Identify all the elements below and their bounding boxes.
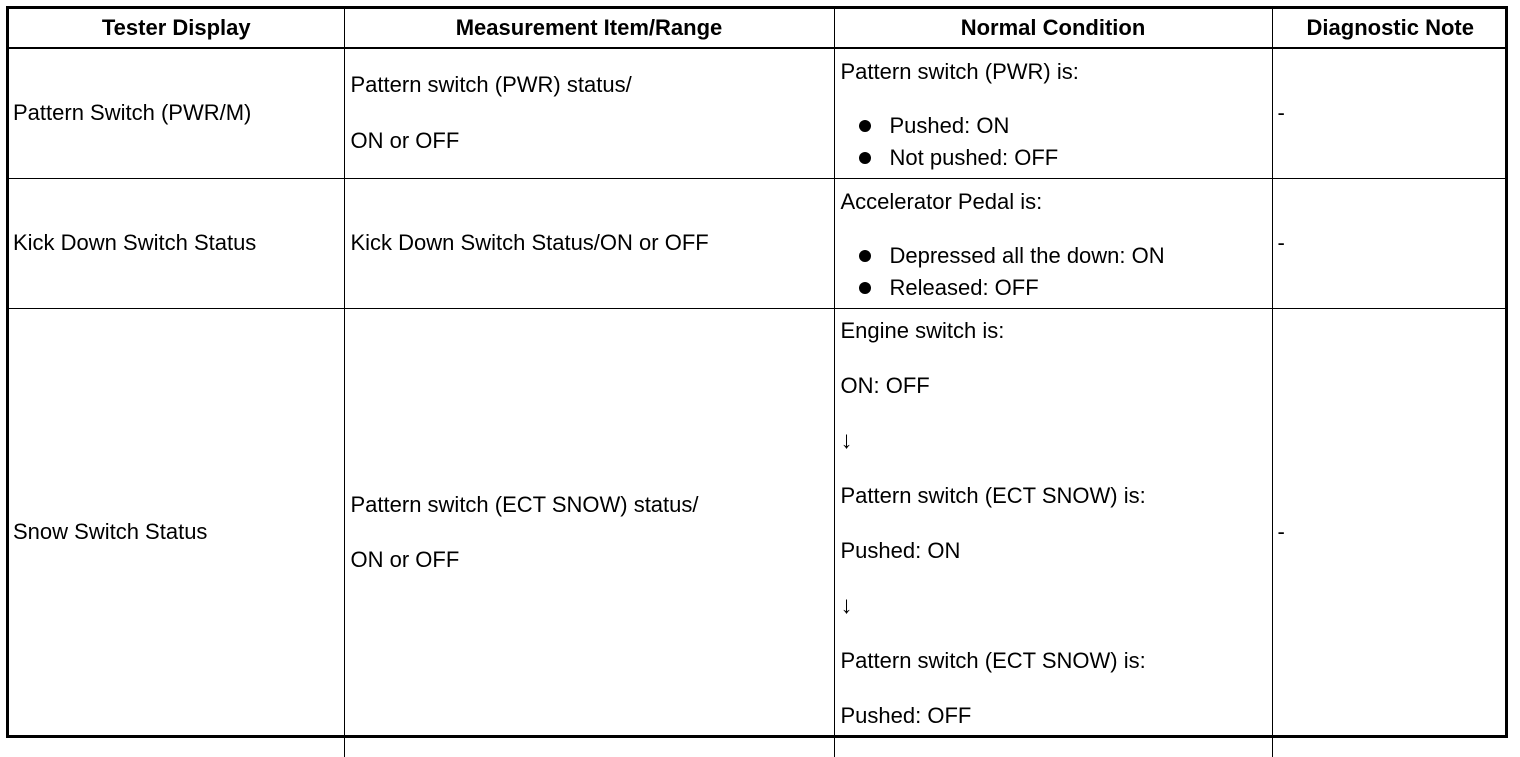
- table-row: [9, 48, 1508, 178]
- measurement-cell: [344, 48, 834, 178]
- measurement-cell: [344, 308, 834, 757]
- normal-condition-cell: [834, 178, 1272, 308]
- normal-condition-cell: [834, 308, 1272, 757]
- tester-display-cell: Pattern Switch (PWR/M): [9, 48, 344, 178]
- bullet-icon: [859, 250, 871, 262]
- measurement-line: Pattern switch (ECT SNOW) status/: [350, 491, 699, 517]
- measurement-line: ON or OFF: [350, 547, 460, 572]
- bullet-list: [841, 110, 1272, 174]
- normal-condition-line: Engine switch is:: [840, 317, 1005, 343]
- diagnostic-table-container: [6, 6, 1508, 738]
- measurement-line: ON or OFF: [350, 127, 460, 153]
- bullet-icon: [859, 120, 871, 132]
- bullet-item: [841, 142, 1272, 174]
- bullet-text: Released: OFF: [889, 274, 1039, 300]
- header-tester-display: Tester Display: [9, 9, 344, 48]
- diagnostic-note-cell: -: [1272, 308, 1508, 757]
- down-arrow-icon: ↓: [840, 591, 853, 619]
- measurement-line: Kick Down Switch Status/ON or OFF: [350, 229, 709, 255]
- normal-condition-line: Pattern switch (ECT SNOW) is:: [840, 647, 1146, 673]
- table-row: [9, 178, 1508, 308]
- bullet-list: [841, 240, 1272, 304]
- bullet-text: Depressed all the down: ON: [889, 242, 1165, 268]
- normal-condition-intro: Pattern switch (PWR) is:: [840, 59, 1079, 84]
- header-diagnostic-note: Diagnostic Note: [1272, 9, 1508, 48]
- header-row: [9, 9, 1508, 48]
- bullet-item: [841, 272, 1272, 304]
- normal-condition-line: ON: OFF: [840, 372, 930, 398]
- normal-condition-cell: [834, 48, 1272, 178]
- measurement-line: Pattern switch (PWR) status/: [350, 72, 632, 98]
- diagnostic-note-cell: -: [1272, 178, 1508, 308]
- down-arrow-icon: ↓: [840, 426, 853, 454]
- tester-display-cell: Kick Down Switch Status: [9, 178, 344, 308]
- bullet-icon: [859, 282, 871, 294]
- normal-condition-line: Pushed: ON: [840, 537, 961, 563]
- table-row: [9, 308, 1508, 757]
- diagnostic-note-cell: -: [1272, 48, 1508, 178]
- bullet-item: [841, 240, 1272, 272]
- bullet-icon: [859, 152, 871, 164]
- bullet-text: Not pushed: OFF: [889, 145, 1059, 171]
- bullet-item: [841, 110, 1272, 142]
- normal-condition-intro: Accelerator Pedal is:: [840, 188, 1043, 214]
- bullet-text: Pushed: ON: [889, 113, 1010, 139]
- measurement-cell: [344, 178, 834, 308]
- normal-condition-line: Pushed: OFF: [840, 702, 972, 728]
- diagnostic-table: [9, 9, 1508, 757]
- header-measurement-item: Measurement Item/Range: [344, 9, 834, 48]
- tester-display-cell: Snow Switch Status: [9, 308, 344, 757]
- normal-condition-line: Pattern switch (ECT SNOW) is:: [840, 482, 1146, 508]
- header-normal-condition: Normal Condition: [834, 9, 1272, 48]
